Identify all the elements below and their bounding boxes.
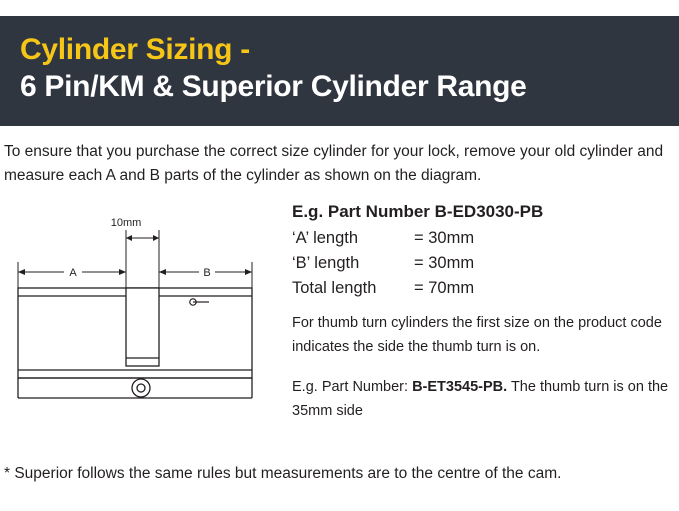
b-length-label: ‘B’ length [292,254,360,272]
thumb-turn-note: For thumb turn cylinders the first size on the product code indicates the side the thumb turn is on. [292,315,662,355]
thumb-turn-example-note [292,375,672,423]
dim-10mm-group [126,230,159,272]
a-length-value: = 30mm [414,229,475,247]
example-heading: E.g. Part Number B-ED3030-PB [292,202,544,221]
thumb-turn-example-code: B-ET3545-PB. [412,379,508,395]
dim-b-label: B [203,267,211,279]
page-title-line-1: Cylinder Sizing - [20,33,250,66]
fixing-screw-hole [18,378,252,398]
cylinder-diagram [4,200,284,410]
thumb-turn-example-suffix: The thumb turn is on the 35mm side [292,379,669,419]
b-length-value: = 30mm [414,254,475,272]
table-row [292,226,474,251]
table-row [292,276,474,301]
intro-paragraph: To ensure that you purchase the correct size cylinder for your lock, remove your old cylinder and measure each A and B parts of the cylinder as shown on the diagram. [4,143,664,184]
header-banner [0,16,679,126]
dim-10mm-label: 10mm [110,217,142,229]
table-row [292,251,474,276]
footer-note: * Superior follows the same rules but measurements are to the centre of the cam. [4,465,562,482]
example-section [292,200,672,423]
dim-a-label: A [69,267,77,279]
a-length-label: ‘A’ length [292,229,359,247]
total-length-value: = 70mm [414,279,475,297]
measurement-table [292,226,474,301]
thumb-turn-example-prefix: E.g. Part Number: [292,379,413,395]
page-title-line-2: 6 Pin/KM & Superior Cylinder Range [20,70,527,103]
total-length-label: Total length [292,279,377,297]
cylinder-diagram-svg [4,200,284,410]
cylinder-cam [126,288,159,366]
